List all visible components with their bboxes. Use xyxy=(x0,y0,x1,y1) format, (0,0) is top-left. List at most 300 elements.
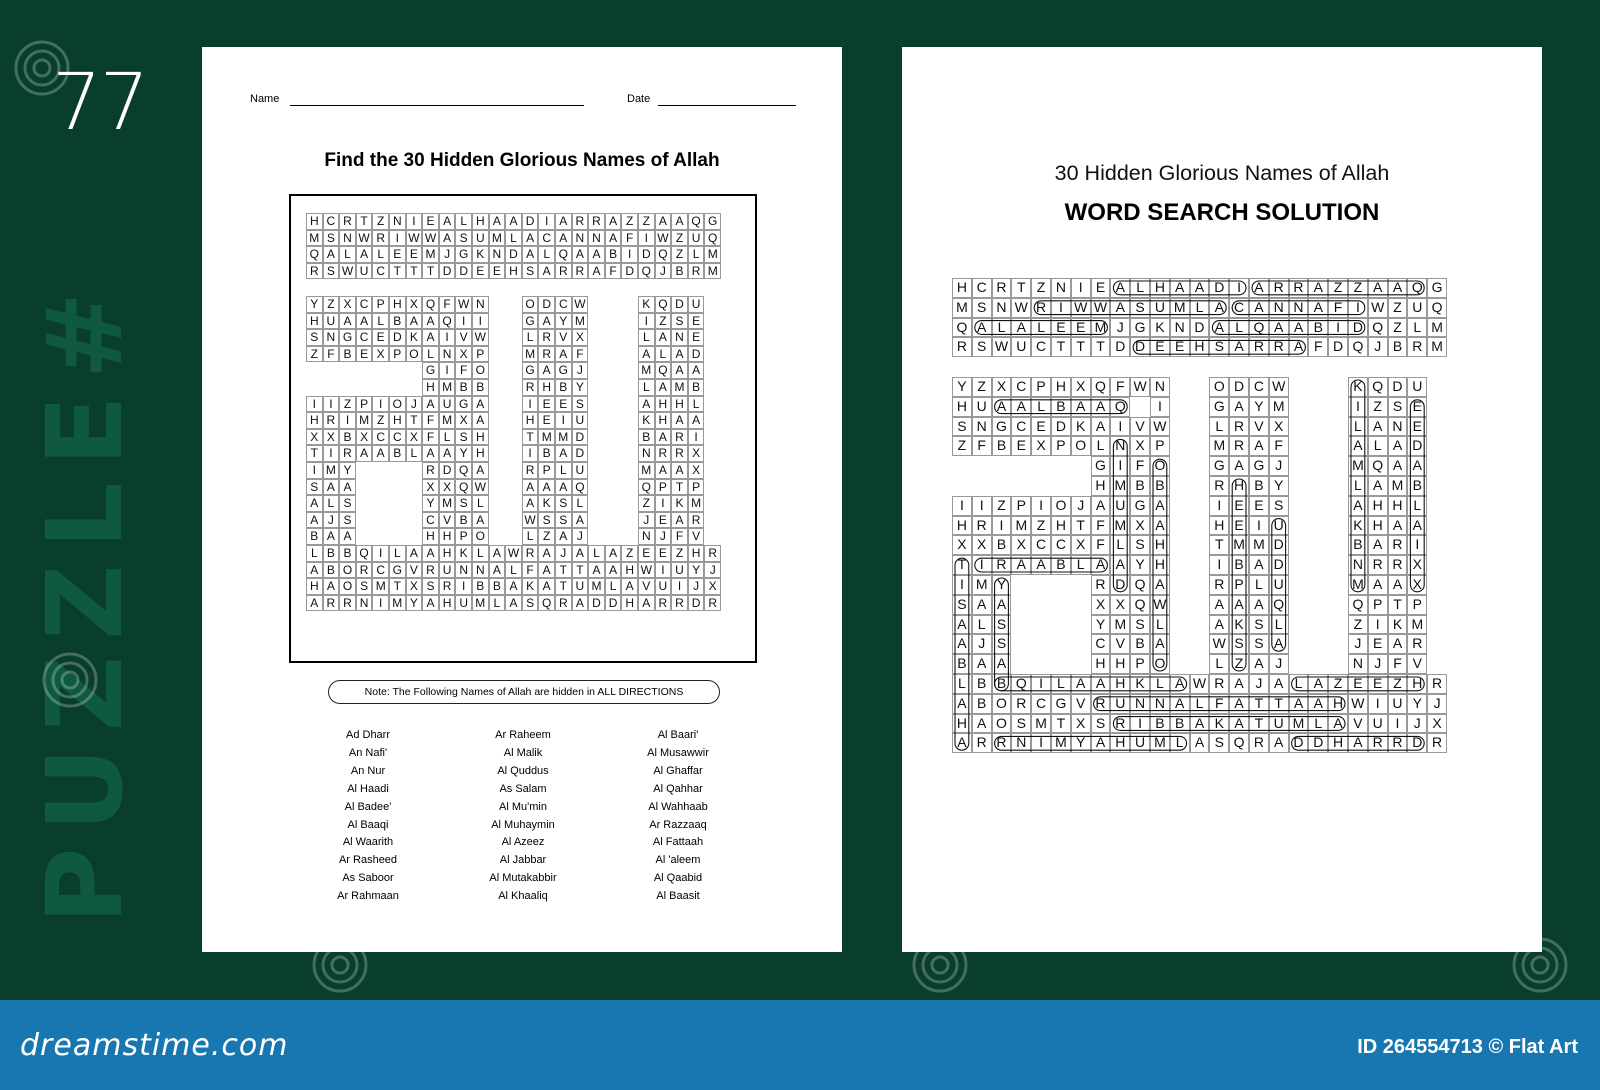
grid-letter: H xyxy=(1328,733,1348,753)
grid-letter: X xyxy=(1427,714,1447,734)
grid-letter: H xyxy=(1407,674,1427,694)
grid-letter: A xyxy=(1229,595,1249,615)
grid-letter: A xyxy=(688,362,705,379)
grid-letter: B xyxy=(455,512,472,529)
grid-letter: E xyxy=(638,545,655,562)
grid-letter: L xyxy=(1091,436,1111,456)
grid-letter: I xyxy=(1348,298,1368,318)
word-list-item: Al Baasit xyxy=(656,890,700,903)
grid-letter: B xyxy=(339,545,356,562)
grid-letter: A xyxy=(1348,436,1368,456)
grid-letter: A xyxy=(439,213,456,230)
grid-letter: Y xyxy=(952,377,972,397)
grid-letter: A xyxy=(489,213,506,230)
grid-letter: Z xyxy=(1031,278,1051,298)
grid-letter: H xyxy=(1091,476,1111,496)
grid-letter: L xyxy=(1368,436,1388,456)
grid-letter: K xyxy=(472,246,489,263)
grid-letter: H xyxy=(389,296,406,313)
grid-letter: E xyxy=(655,545,672,562)
grid-letter: R xyxy=(1249,337,1269,357)
grid-letter: C xyxy=(972,278,992,298)
grid-letter: A xyxy=(555,528,572,545)
grid-letter: A xyxy=(1249,298,1269,318)
grid-letter: X xyxy=(422,479,439,496)
grid-letter: K xyxy=(638,412,655,429)
grid-letter: W xyxy=(1348,694,1368,714)
grid-letter: Z xyxy=(306,346,323,363)
grid-letter: T xyxy=(1051,714,1071,734)
grid-letter: T xyxy=(671,479,688,496)
grid-letter: Z xyxy=(1348,615,1368,635)
grid-letter: O xyxy=(1150,456,1170,476)
grid-letter: B xyxy=(688,379,705,396)
grid-letter: N xyxy=(572,230,589,247)
grid-letter: P xyxy=(688,479,705,496)
grid-letter: Q xyxy=(1427,298,1447,318)
grid-letter: J xyxy=(323,512,340,529)
grid-letter: H xyxy=(1150,278,1170,298)
grid-letter: A xyxy=(356,445,373,462)
grid-letter: N xyxy=(472,296,489,313)
grid-letter: M xyxy=(1229,535,1249,555)
grid-letter: M xyxy=(688,495,705,512)
grid-letter: W xyxy=(522,512,539,529)
grid-letter: A xyxy=(406,313,423,330)
name-field[interactable] xyxy=(290,105,584,106)
grid-letter: M xyxy=(1427,318,1447,338)
grid-letter: C xyxy=(356,296,373,313)
grid-letter: A xyxy=(339,479,356,496)
grid-letter: A xyxy=(555,445,572,462)
grid-letter: A xyxy=(655,462,672,479)
grid-letter: N xyxy=(638,445,655,462)
grid-letter: Y xyxy=(455,445,472,462)
grid-letter: A xyxy=(1209,595,1229,615)
grid-letter: B xyxy=(1130,476,1150,496)
grid-letter: L xyxy=(406,445,423,462)
grid-letter: G xyxy=(1130,496,1150,516)
grid-letter: Z xyxy=(1348,278,1368,298)
grid-letter: A xyxy=(621,578,638,595)
word-list-item: Al Mutakabbir xyxy=(489,872,557,885)
grid-letter: G xyxy=(522,362,539,379)
grid-letter: B xyxy=(1051,555,1071,575)
grid-letter: M xyxy=(1427,337,1447,357)
grid-letter: H xyxy=(1150,535,1170,555)
grid-letter: U xyxy=(671,562,688,579)
grid-letter: S xyxy=(671,313,688,330)
grid-letter: A xyxy=(655,329,672,346)
grid-letter: O xyxy=(992,714,1012,734)
grid-letter: A xyxy=(1091,397,1111,417)
grid-letter: L xyxy=(1348,417,1368,437)
grid-letter: Q xyxy=(1091,377,1111,397)
grid-letter: D xyxy=(688,346,705,363)
grid-letter: A xyxy=(422,329,439,346)
grid-letter: B xyxy=(472,379,489,396)
grid-letter: R xyxy=(422,562,439,579)
grid-letter: W xyxy=(1368,298,1388,318)
solution-subtitle: WORD SEARCH SOLUTION xyxy=(1064,199,1380,226)
grid-letter: I xyxy=(538,213,555,230)
grid-letter: A xyxy=(1388,456,1408,476)
grid-letter: E xyxy=(472,263,489,280)
grid-letter: H xyxy=(472,429,489,446)
grid-letter: N xyxy=(1388,417,1408,437)
grid-letter: S xyxy=(455,429,472,446)
grid-letter: A xyxy=(422,545,439,562)
grid-letter: Q xyxy=(1011,674,1031,694)
grid-letter: A xyxy=(339,528,356,545)
solution-word-loop xyxy=(1232,479,1246,671)
grid-letter: H xyxy=(1051,377,1071,397)
grid-letter: U xyxy=(1110,694,1130,714)
solution-word-loop xyxy=(995,400,1128,414)
grid-letter: T xyxy=(555,578,572,595)
grid-letter: E xyxy=(1348,674,1368,694)
grid-letter: I xyxy=(972,496,992,516)
grid-letter: Q xyxy=(555,246,572,263)
grid-letter: F xyxy=(1091,535,1111,555)
grid-letter: X xyxy=(1269,417,1289,437)
grid-letter: N xyxy=(1269,298,1289,318)
grid-letter: A xyxy=(1269,733,1289,753)
grid-letter: T xyxy=(522,429,539,446)
grid-letter: R xyxy=(572,263,589,280)
grid-letter: W xyxy=(1269,377,1289,397)
grid-letter: E xyxy=(1368,634,1388,654)
grid-letter: H xyxy=(1368,496,1388,516)
grid-letter: V xyxy=(439,512,456,529)
grid-letter: A xyxy=(1249,595,1269,615)
grid-letter: H xyxy=(1209,516,1229,536)
grid-letter: Z xyxy=(671,230,688,247)
grid-letter: J xyxy=(1348,634,1368,654)
grid-letter: P xyxy=(455,528,472,545)
grid-letter: N xyxy=(1170,318,1190,338)
word-list-column xyxy=(448,727,598,906)
grid-letter: K xyxy=(538,495,555,512)
grid-letter: F xyxy=(1388,654,1408,674)
grid-letter: L xyxy=(538,246,555,263)
grid-letter: A xyxy=(572,545,589,562)
grid-letter: M xyxy=(472,595,489,612)
grid-letter: A xyxy=(1150,516,1170,536)
grid-letter: I xyxy=(1388,714,1408,734)
grid-letter: M xyxy=(1209,436,1229,456)
grid-letter: U xyxy=(439,396,456,413)
grid-letter: B xyxy=(1051,397,1071,417)
grid-letter: R xyxy=(1091,575,1111,595)
grid-letter: A xyxy=(638,346,655,363)
grid-letter: S xyxy=(306,479,323,496)
grid-letter: A xyxy=(339,313,356,330)
grid-letter: W xyxy=(638,562,655,579)
grid-letter: N xyxy=(1150,694,1170,714)
grid-letter: Z xyxy=(992,496,1012,516)
word-list-item: Ar Rahmaan xyxy=(337,890,399,903)
grid-letter: Z xyxy=(638,213,655,230)
grid-letter: C xyxy=(1011,417,1031,437)
solution-word-loop xyxy=(1351,380,1365,592)
grid-letter: Z xyxy=(1031,516,1051,536)
grid-letter: E xyxy=(1091,278,1111,298)
grid-letter: U xyxy=(688,230,705,247)
grid-letter: E xyxy=(489,263,506,280)
grid-letter: U xyxy=(572,462,589,479)
grid-letter: A xyxy=(605,562,622,579)
directions-note: Note: The Following Names of Allah are hidden in ALL DIRECTIONS xyxy=(328,680,720,704)
grid-letter: Q xyxy=(1348,595,1368,615)
grid-letter: P xyxy=(1051,436,1071,456)
grid-letter: Q xyxy=(1249,318,1269,338)
grid-letter: E xyxy=(1031,417,1051,437)
grid-letter: A xyxy=(1249,654,1269,674)
grid-letter: B xyxy=(952,654,972,674)
grid-letter: A xyxy=(952,694,972,714)
grid-letter: I xyxy=(1031,674,1051,694)
grid-letter: A xyxy=(1091,733,1111,753)
grid-letter: Y xyxy=(688,562,705,579)
grid-letter: K xyxy=(1209,714,1229,734)
grid-letter: R xyxy=(1269,337,1289,357)
grid-letter: H xyxy=(621,562,638,579)
grid-letter: I xyxy=(1110,417,1130,437)
grid-letter: D xyxy=(688,595,705,612)
grid-letter: N xyxy=(389,213,406,230)
grid-letter: S xyxy=(555,495,572,512)
grid-letter: K xyxy=(1348,516,1368,536)
grid-letter: A xyxy=(1289,337,1309,357)
grid-letter: R xyxy=(1289,278,1309,298)
grid-letter: K xyxy=(455,545,472,562)
grid-letter: H xyxy=(306,213,323,230)
grid-letter: X xyxy=(406,429,423,446)
grid-letter: B xyxy=(339,429,356,446)
grid-letter: H xyxy=(306,313,323,330)
word-list-column xyxy=(293,727,443,906)
grid-letter: Z xyxy=(952,436,972,456)
grid-letter: D xyxy=(455,263,472,280)
grid-letter: K xyxy=(1071,417,1091,437)
grid-letter: C xyxy=(1031,535,1051,555)
grid-letter: D xyxy=(522,213,539,230)
grid-letter: K xyxy=(1388,615,1408,635)
grid-letter: T xyxy=(1091,337,1111,357)
grid-letter: H xyxy=(1150,555,1170,575)
grid-letter: O xyxy=(522,296,539,313)
grid-letter: R xyxy=(522,462,539,479)
grid-letter: J xyxy=(439,246,456,263)
grid-letter: Q xyxy=(1229,733,1249,753)
grid-letter: A xyxy=(588,263,605,280)
grid-letter: J xyxy=(704,562,721,579)
grid-letter: Y xyxy=(1071,733,1091,753)
grid-letter: M xyxy=(1011,516,1031,536)
grid-letter: K xyxy=(671,495,688,512)
grid-letter: A xyxy=(605,545,622,562)
grid-letter: A xyxy=(992,595,1012,615)
grid-letter: L xyxy=(1407,318,1427,338)
grid-letter: C xyxy=(1091,634,1111,654)
grid-letter: L xyxy=(389,545,406,562)
grid-letter: F xyxy=(1130,456,1150,476)
grid-letter: N xyxy=(472,562,489,579)
grid-letter: U xyxy=(472,230,489,247)
grid-letter: A xyxy=(505,595,522,612)
grid-letter: A xyxy=(655,429,672,446)
grid-letter: P xyxy=(538,462,555,479)
grid-letter: X xyxy=(1071,377,1091,397)
grid-letter: R xyxy=(1388,733,1408,753)
grid-letter: R xyxy=(704,595,721,612)
grid-letter: H xyxy=(472,445,489,462)
grid-letter: P xyxy=(655,479,672,496)
grid-letter: U xyxy=(972,397,992,417)
grid-letter: I xyxy=(455,578,472,595)
grid-letter: A xyxy=(1209,298,1229,318)
grid-letter: R xyxy=(339,595,356,612)
grid-letter: G xyxy=(1130,318,1150,338)
grid-letter: A xyxy=(588,562,605,579)
grid-letter: E xyxy=(1051,318,1071,338)
grid-letter: E xyxy=(1150,337,1170,357)
grid-letter: A xyxy=(1170,674,1190,694)
grid-letter: C xyxy=(1249,377,1269,397)
grid-letter: Q xyxy=(1407,278,1427,298)
grid-letter: F xyxy=(1091,516,1111,536)
grid-letter: S xyxy=(1209,337,1229,357)
grid-letter: A xyxy=(1368,476,1388,496)
grid-letter: T xyxy=(1071,337,1091,357)
grid-letter: A xyxy=(671,412,688,429)
grid-letter: I xyxy=(406,213,423,230)
grid-letter: H xyxy=(505,263,522,280)
grid-letter: G xyxy=(389,562,406,579)
grid-letter: U xyxy=(688,296,705,313)
grid-letter: X xyxy=(356,429,373,446)
grid-letter: M xyxy=(306,230,323,247)
grid-letter: I xyxy=(688,429,705,446)
grid-letter: O xyxy=(1150,654,1170,674)
grid-letter: Q xyxy=(422,296,439,313)
grid-letter: B xyxy=(992,674,1012,694)
grid-letter: I xyxy=(1031,733,1051,753)
grid-letter: V xyxy=(455,329,472,346)
grid-letter: M xyxy=(323,462,340,479)
grid-letter: T xyxy=(1388,595,1408,615)
grid-letter: T xyxy=(555,562,572,579)
solution-word-loop xyxy=(995,736,1187,750)
grid-letter: L xyxy=(505,230,522,247)
grid-letter: A xyxy=(1388,436,1408,456)
grid-letter: H xyxy=(1229,476,1249,496)
grid-letter: X xyxy=(372,346,389,363)
grid-letter: N xyxy=(638,528,655,545)
grid-letter: O xyxy=(1209,377,1229,397)
grid-letter: B xyxy=(455,379,472,396)
grid-letter: T xyxy=(1051,337,1071,357)
grid-letter: M xyxy=(1407,615,1427,635)
date-label: Date xyxy=(627,93,651,105)
grid-letter: Q xyxy=(1110,397,1130,417)
grid-letter: P xyxy=(1031,377,1051,397)
grid-letter: A xyxy=(972,595,992,615)
grid-letter: R xyxy=(1249,733,1269,753)
grid-letter: H xyxy=(422,379,439,396)
grid-letter: S xyxy=(422,578,439,595)
solution-word-loop xyxy=(1133,340,1305,354)
grid-letter: T xyxy=(1249,694,1269,714)
grid-letter: V xyxy=(406,562,423,579)
image-id-credit: ID 264554713 © Flat Art xyxy=(1357,1036,1578,1058)
grid-letter: M xyxy=(1110,615,1130,635)
grid-letter: D xyxy=(1348,318,1368,338)
grid-letter: R xyxy=(655,445,672,462)
grid-letter: X xyxy=(455,346,472,363)
grid-letter: I xyxy=(992,516,1012,536)
grid-letter: T xyxy=(1269,694,1289,714)
grid-letter: L xyxy=(1071,555,1091,575)
grid-letter: Z xyxy=(1388,674,1408,694)
solution-title: 30 Hidden Glorious Names of Allah xyxy=(1054,161,1390,185)
grid-letter: L xyxy=(339,246,356,263)
grid-letter: N xyxy=(1150,377,1170,397)
grid-letter: R xyxy=(588,213,605,230)
grid-letter: R xyxy=(323,595,340,612)
grid-letter: C xyxy=(422,512,439,529)
grid-letter: A xyxy=(1011,397,1031,417)
grid-letter: I xyxy=(655,562,672,579)
grid-letter: R xyxy=(1031,298,1051,318)
grid-letter: Y xyxy=(422,495,439,512)
grid-letter: X xyxy=(306,429,323,446)
grid-letter: A xyxy=(1249,436,1269,456)
grid-letter: A xyxy=(306,562,323,579)
grid-letter: S xyxy=(323,230,340,247)
grid-letter: A xyxy=(1209,615,1229,635)
word-list-item: Al Wahhaab xyxy=(648,800,708,813)
grid-letter: H xyxy=(389,412,406,429)
grid-letter: H xyxy=(671,396,688,413)
grid-letter: H xyxy=(952,278,972,298)
footer-brand[interactable]: dreamstime.com xyxy=(20,1028,289,1063)
word-list-item: Ar Razzaaq xyxy=(649,818,707,831)
grid-letter: A xyxy=(538,545,555,562)
grid-letter: L xyxy=(1249,575,1269,595)
grid-letter: A xyxy=(972,654,992,674)
grid-letter: C xyxy=(372,562,389,579)
grid-letter: Q xyxy=(306,246,323,263)
grid-letter: U xyxy=(1388,694,1408,714)
date-field[interactable] xyxy=(658,105,796,106)
grid-letter: N xyxy=(1110,436,1130,456)
grid-letter: D xyxy=(572,429,589,446)
grid-letter: U xyxy=(1269,516,1289,536)
grid-letter: A xyxy=(1110,555,1130,575)
grid-letter: M xyxy=(572,313,589,330)
grid-letter: D xyxy=(671,296,688,313)
grid-letter: A xyxy=(992,397,1012,417)
grid-letter: X xyxy=(1011,535,1031,555)
grid-letter: U xyxy=(1110,496,1130,516)
name-label: Name xyxy=(250,93,280,105)
solution-word-loop xyxy=(1113,281,1246,295)
grid-letter: R xyxy=(439,578,456,595)
grid-letter: U xyxy=(1269,575,1289,595)
grid-letter: B xyxy=(389,445,406,462)
